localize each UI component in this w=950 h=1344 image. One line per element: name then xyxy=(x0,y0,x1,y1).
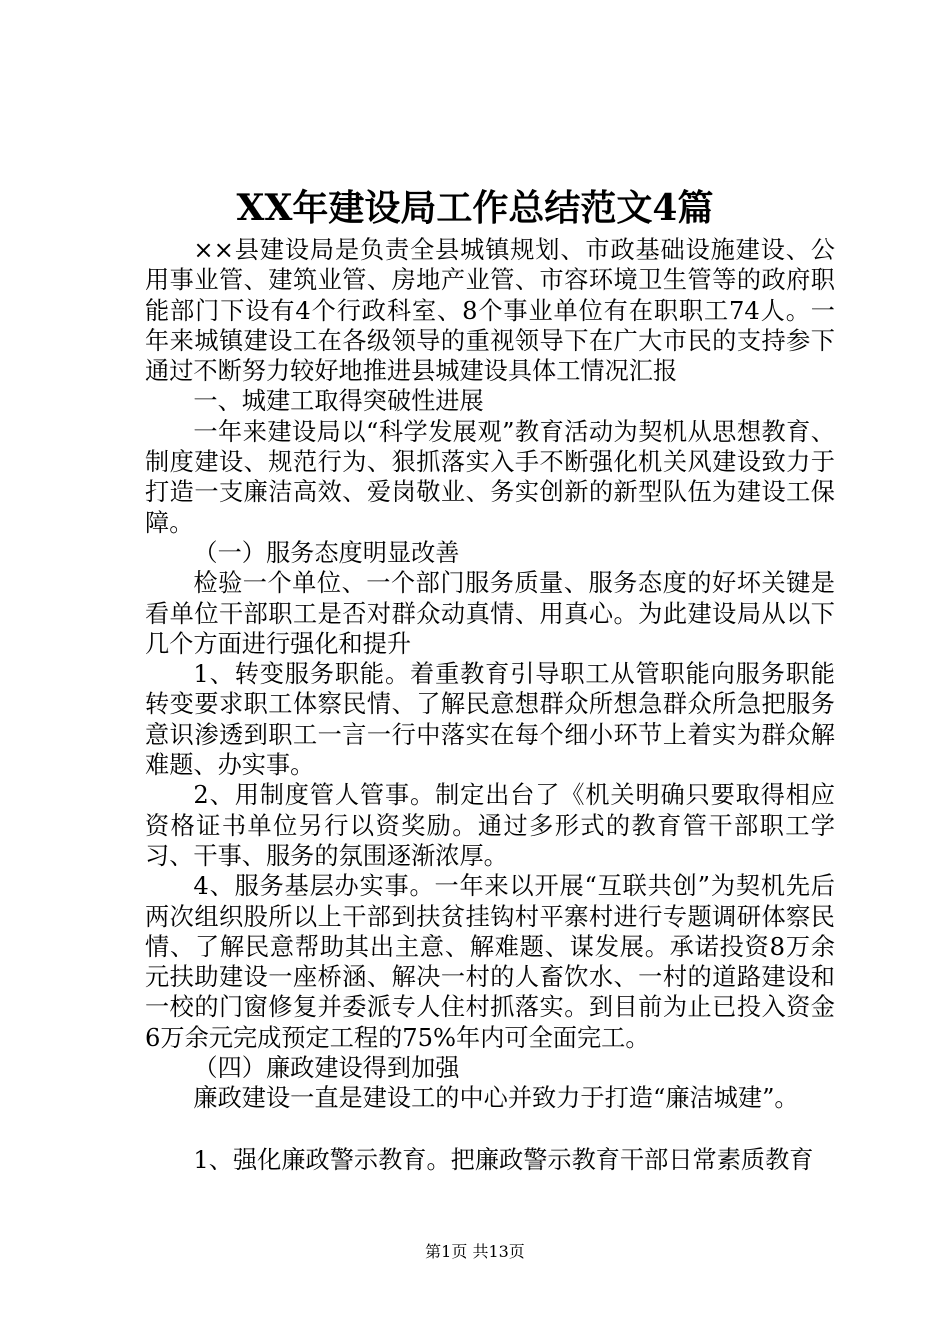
paragraph-spacer xyxy=(145,1114,835,1145)
paragraph-item-4: 4、服务基层办实事。一年来以开展“互联共创”为契机先后两次组织股所以上干部到扶贫挂钩村平寨村进行专题调研体察民情、了解民意帮助其出主意、解难题、谋发展。承诺投资8万余元扶助建设一座桥涵、解决一村的人畜饮水、一村的道路建设和一校的门窗修复并委派专人住村抓落实。到目前为止已投入资金6万余元完成预定工程的75%年内可全面完工。 xyxy=(145,872,835,1052)
subsection-heading-service: （一）服务态度明显改善 xyxy=(193,538,460,567)
subsection-heading-integrity: （四）廉政建设得到加强 xyxy=(193,1054,460,1083)
paragraph-intro: ××县建设局是负责全县城镇规划、市政基础设施建设、公用事业管、建筑业管、房地产业管、市容环境卫生管等的政府职能部门下设有4个行政科室、8个事业单位有在职职工74人。一年来城镇建设工在各级领导的重视领导下在广大市民的支持参下通过不断努力较好地推进县城建设具体工情况汇报 xyxy=(145,236,835,386)
paragraph-service-quality: 检验一个单位、一个部门服务质量、服务态度的好坏关键是看单位干部职工是否对群众动真情、用真心。为此建设局从以下几个方面进行强化和提升 xyxy=(145,569,835,658)
paragraph-integrity: 廉政建设一直是建设工的中心并致力于打造“廉洁城建”。 xyxy=(193,1084,799,1113)
paragraph-item-2: 2、用制度管人管事。制定出台了《机关明确只要取得相应资格证书单位另行以资奖励。通过多形式的教育管干部职工学习、干事、服务的氛围逐渐浓厚。 xyxy=(145,781,835,870)
document-body xyxy=(145,235,835,1175)
page-footer: 第1页 共13页 xyxy=(425,1242,525,1261)
section-heading-1: 一、城建工取得突破性进展 xyxy=(193,387,484,416)
paragraph-style-building: 一年来建设局以“科学发展观”教育活动为契机从思想教育、制度建设、规范行为、狠抓落实入手不断强化机关风建设致力于打造一支廉洁高效、爱岗敬业、务实创新的新型队伍为建设工保障。 xyxy=(145,417,835,537)
paragraph-warning-education: 1、强化廉政警示教育。把廉政警示教育干部日常素质教育 xyxy=(193,1145,814,1174)
document-title: XX年建设局工作总结范文4篇 xyxy=(236,187,714,229)
paragraph-item-1: 1、转变服务职能。着重教育引导职工从管职能向服务职能转变要求职工体察民情、了解民意想群众所想急群众所急把服务意识渗透到职工一言一行中落实在每个细小环节上着实为群众解难题、办实事。 xyxy=(145,660,835,780)
